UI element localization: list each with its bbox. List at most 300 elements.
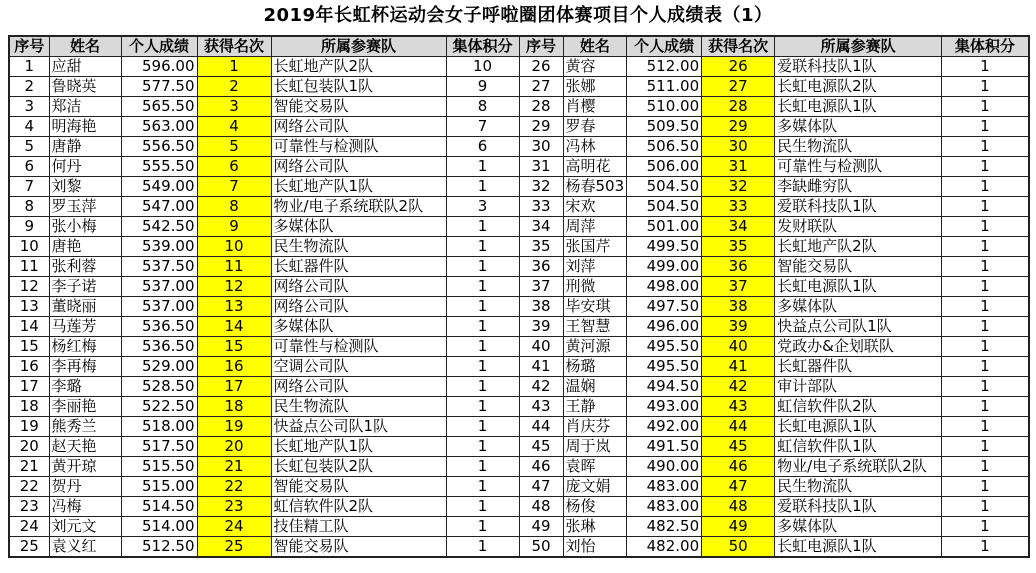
- cell-team[interactable]: 网络公司队: [271, 117, 446, 137]
- cell-rank[interactable]: 10: [197, 237, 271, 257]
- cell-score[interactable]: 539.00: [121, 237, 197, 257]
- cell-rank[interactable]: 45: [702, 437, 775, 457]
- cell-team[interactable]: 民生物流队: [271, 237, 446, 257]
- cell-no[interactable]: 14: [9, 317, 49, 337]
- cell-team[interactable]: 长虹电源队1队: [775, 97, 942, 117]
- cell-name[interactable]: 明海艳: [49, 117, 121, 137]
- cell-no[interactable]: 33: [519, 197, 563, 217]
- cell-team[interactable]: 虹信软件队1队: [775, 437, 942, 457]
- cell-score[interactable]: 497.50: [627, 297, 702, 317]
- cell-points[interactable]: 1: [942, 257, 1029, 277]
- cell-rank[interactable]: 12: [197, 277, 271, 297]
- cell-points[interactable]: 1: [942, 97, 1029, 117]
- cell-score[interactable]: 491.50: [627, 437, 702, 457]
- cell-score[interactable]: 563.00: [121, 117, 197, 137]
- cell-points[interactable]: 1: [446, 157, 519, 177]
- cell-name[interactable]: 黄开琼: [49, 457, 121, 477]
- cell-score[interactable]: 529.00: [121, 357, 197, 377]
- cell-rank[interactable]: 25: [197, 537, 271, 558]
- cell-name[interactable]: 肖庆芬: [563, 417, 627, 437]
- cell-no[interactable]: 6: [9, 157, 49, 177]
- cell-name[interactable]: 周萍: [563, 217, 627, 237]
- cell-points[interactable]: 1: [446, 457, 519, 477]
- cell-team[interactable]: 长虹电源队1队: [775, 277, 942, 297]
- cell-rank[interactable]: 22: [197, 477, 271, 497]
- cell-no[interactable]: 17: [9, 377, 49, 397]
- cell-score[interactable]: 542.50: [121, 217, 197, 237]
- cell-name[interactable]: 黄河源: [563, 337, 627, 357]
- cell-rank[interactable]: 11: [197, 257, 271, 277]
- cell-team[interactable]: 李缺雌穷队: [775, 177, 942, 197]
- cell-no[interactable]: 37: [519, 277, 563, 297]
- cell-name[interactable]: 刘怡: [563, 537, 627, 558]
- cell-team[interactable]: 可靠性与检测队: [271, 137, 446, 157]
- cell-name[interactable]: 冯林: [563, 137, 627, 157]
- cell-name[interactable]: 鲁晓英: [49, 77, 121, 97]
- cell-rank[interactable]: 23: [197, 497, 271, 517]
- cell-rank[interactable]: 39: [702, 317, 775, 337]
- cell-points[interactable]: 3: [446, 197, 519, 217]
- cell-no[interactable]: 9: [9, 217, 49, 237]
- cell-name[interactable]: 杨俊: [563, 497, 627, 517]
- cell-no[interactable]: 31: [519, 157, 563, 177]
- cell-rank[interactable]: 46: [702, 457, 775, 477]
- cell-score[interactable]: 501.00: [627, 217, 702, 237]
- cell-points[interactable]: 1: [446, 497, 519, 517]
- cell-team[interactable]: 发财联队: [775, 217, 942, 237]
- cell-points[interactable]: 1: [942, 357, 1029, 377]
- cell-score[interactable]: 556.50: [121, 137, 197, 157]
- cell-points[interactable]: 1: [942, 337, 1029, 357]
- cell-score[interactable]: 493.00: [627, 397, 702, 417]
- cell-team[interactable]: 快益点公司队1队: [775, 317, 942, 337]
- cell-no[interactable]: 12: [9, 277, 49, 297]
- cell-no[interactable]: 25: [9, 537, 49, 558]
- cell-rank[interactable]: 38: [702, 297, 775, 317]
- cell-no[interactable]: 4: [9, 117, 49, 137]
- cell-team[interactable]: 民生物流队: [775, 477, 942, 497]
- cell-points[interactable]: 1: [446, 277, 519, 297]
- cell-team[interactable]: 长虹电源队1队: [775, 537, 942, 558]
- cell-no[interactable]: 35: [519, 237, 563, 257]
- cell-name[interactable]: 宋欢: [563, 197, 627, 217]
- cell-no[interactable]: 46: [519, 457, 563, 477]
- cell-team[interactable]: 空调公司队: [271, 357, 446, 377]
- cell-rank[interactable]: 30: [702, 137, 775, 157]
- cell-points[interactable]: 1: [942, 157, 1029, 177]
- cell-points[interactable]: 1: [446, 477, 519, 497]
- cell-score[interactable]: 515.00: [121, 477, 197, 497]
- cell-score[interactable]: 490.00: [627, 457, 702, 477]
- cell-no[interactable]: 28: [519, 97, 563, 117]
- cell-no[interactable]: 47: [519, 477, 563, 497]
- cell-no[interactable]: 5: [9, 137, 49, 157]
- cell-points[interactable]: 1: [942, 297, 1029, 317]
- cell-team[interactable]: 长虹地产队1队: [271, 437, 446, 457]
- cell-points[interactable]: 1: [942, 457, 1029, 477]
- cell-points[interactable]: 1: [942, 77, 1029, 97]
- cell-points[interactable]: 1: [446, 417, 519, 437]
- cell-score[interactable]: 577.50: [121, 77, 197, 97]
- cell-score[interactable]: 499.50: [627, 237, 702, 257]
- cell-score[interactable]: 483.00: [627, 477, 702, 497]
- cell-no[interactable]: 10: [9, 237, 49, 257]
- cell-score[interactable]: 528.50: [121, 377, 197, 397]
- cell-no[interactable]: 38: [519, 297, 563, 317]
- cell-rank[interactable]: 40: [702, 337, 775, 357]
- cell-score[interactable]: 504.50: [627, 197, 702, 217]
- cell-no[interactable]: 50: [519, 537, 563, 558]
- cell-score[interactable]: 494.50: [627, 377, 702, 397]
- cell-team[interactable]: 智能交易队: [271, 97, 446, 117]
- cell-score[interactable]: 512.50: [121, 537, 197, 558]
- cell-score[interactable]: 537.00: [121, 297, 197, 317]
- cell-points[interactable]: 1: [446, 397, 519, 417]
- cell-name[interactable]: 周于岚: [563, 437, 627, 457]
- cell-points[interactable]: 1: [942, 517, 1029, 537]
- cell-no[interactable]: 45: [519, 437, 563, 457]
- cell-points[interactable]: 1: [446, 517, 519, 537]
- cell-rank[interactable]: 50: [702, 537, 775, 558]
- cell-score[interactable]: 596.00: [121, 57, 197, 77]
- cell-score[interactable]: 506.50: [627, 137, 702, 157]
- cell-points[interactable]: 1: [942, 317, 1029, 337]
- cell-team[interactable]: 多媒体队: [271, 317, 446, 337]
- cell-rank[interactable]: 15: [197, 337, 271, 357]
- cell-name[interactable]: 王静: [563, 397, 627, 417]
- cell-score[interactable]: 522.50: [121, 397, 197, 417]
- cell-no[interactable]: 49: [519, 517, 563, 537]
- cell-name[interactable]: 杨璐: [563, 357, 627, 377]
- cell-rank[interactable]: 47: [702, 477, 775, 497]
- cell-team[interactable]: 长虹地产队2队: [271, 57, 446, 77]
- cell-team[interactable]: 长虹包装队1队: [271, 77, 446, 97]
- cell-points[interactable]: 1: [446, 237, 519, 257]
- cell-rank[interactable]: 28: [702, 97, 775, 117]
- cell-name[interactable]: 应甜: [49, 57, 121, 77]
- cell-team[interactable]: 长虹地产队2队: [775, 237, 942, 257]
- cell-points[interactable]: 10: [446, 57, 519, 77]
- cell-team[interactable]: 长虹电源队2队: [775, 77, 942, 97]
- cell-name[interactable]: 毕安琪: [563, 297, 627, 317]
- cell-points[interactable]: 1: [446, 217, 519, 237]
- cell-rank[interactable]: 27: [702, 77, 775, 97]
- cell-team[interactable]: 民生物流队: [775, 137, 942, 157]
- cell-name[interactable]: 郑洁: [49, 97, 121, 117]
- cell-no[interactable]: 34: [519, 217, 563, 237]
- cell-name[interactable]: 高明花: [563, 157, 627, 177]
- cell-name[interactable]: 冯梅: [49, 497, 121, 517]
- cell-score[interactable]: 549.00: [121, 177, 197, 197]
- cell-rank[interactable]: 17: [197, 377, 271, 397]
- cell-rank[interactable]: 4: [197, 117, 271, 137]
- cell-score[interactable]: 518.00: [121, 417, 197, 437]
- cell-score[interactable]: 482.50: [627, 517, 702, 537]
- cell-team[interactable]: 网络公司队: [271, 377, 446, 397]
- cell-no[interactable]: 11: [9, 257, 49, 277]
- cell-score[interactable]: 555.50: [121, 157, 197, 177]
- cell-no[interactable]: 32: [519, 177, 563, 197]
- cell-rank[interactable]: 33: [702, 197, 775, 217]
- cell-team[interactable]: 智能交易队: [775, 257, 942, 277]
- cell-name[interactable]: 袁义红: [49, 537, 121, 558]
- cell-rank[interactable]: 8: [197, 197, 271, 217]
- cell-team[interactable]: 爱联科技队1队: [775, 57, 942, 77]
- cell-team[interactable]: 多媒体队: [271, 217, 446, 237]
- cell-no[interactable]: 21: [9, 457, 49, 477]
- cell-no[interactable]: 8: [9, 197, 49, 217]
- cell-name[interactable]: 张利蓉: [49, 257, 121, 277]
- cell-name[interactable]: 张琳: [563, 517, 627, 537]
- cell-name[interactable]: 张小梅: [49, 217, 121, 237]
- cell-points[interactable]: 1: [942, 217, 1029, 237]
- cell-team[interactable]: 多媒体队: [775, 117, 942, 137]
- cell-score[interactable]: 517.50: [121, 437, 197, 457]
- cell-name[interactable]: 罗春: [563, 117, 627, 137]
- cell-score[interactable]: 511.00: [627, 77, 702, 97]
- cell-points[interactable]: 1: [446, 537, 519, 558]
- cell-name[interactable]: 庞文娟: [563, 477, 627, 497]
- cell-no[interactable]: 39: [519, 317, 563, 337]
- cell-name[interactable]: 袁晖: [563, 457, 627, 477]
- cell-no[interactable]: 26: [519, 57, 563, 77]
- cell-score[interactable]: 537.50: [121, 257, 197, 277]
- cell-name[interactable]: 刘元文: [49, 517, 121, 537]
- cell-rank[interactable]: 44: [702, 417, 775, 437]
- cell-score[interactable]: 482.00: [627, 537, 702, 558]
- cell-team[interactable]: 网络公司队: [271, 157, 446, 177]
- cell-no[interactable]: 19: [9, 417, 49, 437]
- cell-no[interactable]: 3: [9, 97, 49, 117]
- cell-rank[interactable]: 37: [702, 277, 775, 297]
- cell-no[interactable]: 30: [519, 137, 563, 157]
- cell-points[interactable]: 6: [446, 137, 519, 157]
- cell-points[interactable]: 1: [942, 57, 1029, 77]
- cell-team[interactable]: 智能交易队: [271, 477, 446, 497]
- cell-rank[interactable]: 3: [197, 97, 271, 117]
- cell-team[interactable]: 虹信软件队2队: [775, 397, 942, 417]
- cell-rank[interactable]: 31: [702, 157, 775, 177]
- cell-name[interactable]: 何丹: [49, 157, 121, 177]
- cell-points[interactable]: 1: [446, 377, 519, 397]
- cell-no[interactable]: 16: [9, 357, 49, 377]
- cell-points[interactable]: 1: [446, 337, 519, 357]
- cell-team[interactable]: 审计部队: [775, 377, 942, 397]
- cell-name[interactable]: 黄容: [563, 57, 627, 77]
- cell-score[interactable]: 510.00: [627, 97, 702, 117]
- cell-points[interactable]: 1: [446, 437, 519, 457]
- cell-rank[interactable]: 9: [197, 217, 271, 237]
- cell-team[interactable]: 长虹器件队: [775, 357, 942, 377]
- cell-name[interactable]: 刘黎: [49, 177, 121, 197]
- cell-rank[interactable]: 2: [197, 77, 271, 97]
- cell-points[interactable]: 1: [446, 297, 519, 317]
- cell-score[interactable]: 496.00: [627, 317, 702, 337]
- cell-team[interactable]: 物业/电子系统联队2队: [775, 457, 942, 477]
- cell-team[interactable]: 民生物流队: [271, 397, 446, 417]
- cell-score[interactable]: 514.50: [121, 497, 197, 517]
- cell-no[interactable]: 27: [519, 77, 563, 97]
- cell-score[interactable]: 515.50: [121, 457, 197, 477]
- cell-rank[interactable]: 24: [197, 517, 271, 537]
- cell-no[interactable]: 18: [9, 397, 49, 417]
- cell-points[interactable]: 1: [446, 357, 519, 377]
- cell-no[interactable]: 40: [519, 337, 563, 357]
- cell-name[interactable]: 张国芹: [563, 237, 627, 257]
- cell-score[interactable]: 536.50: [121, 317, 197, 337]
- cell-team[interactable]: 网络公司队: [271, 277, 446, 297]
- cell-name[interactable]: 杨春503: [563, 177, 627, 197]
- cell-no[interactable]: 36: [519, 257, 563, 277]
- cell-team[interactable]: 爱联科技队1队: [775, 497, 942, 517]
- cell-score[interactable]: 499.00: [627, 257, 702, 277]
- cell-score[interactable]: 495.50: [627, 337, 702, 357]
- cell-name[interactable]: 温娴: [563, 377, 627, 397]
- cell-name[interactable]: 罗玉萍: [49, 197, 121, 217]
- cell-points[interactable]: 1: [942, 177, 1029, 197]
- cell-points[interactable]: 1: [942, 237, 1029, 257]
- cell-points[interactable]: 1: [446, 257, 519, 277]
- cell-no[interactable]: 7: [9, 177, 49, 197]
- cell-rank[interactable]: 36: [702, 257, 775, 277]
- cell-name[interactable]: 赵天艳: [49, 437, 121, 457]
- cell-name[interactable]: 李再梅: [49, 357, 121, 377]
- cell-no[interactable]: 43: [519, 397, 563, 417]
- cell-score[interactable]: 536.50: [121, 337, 197, 357]
- cell-team[interactable]: 可靠性与检测队: [271, 337, 446, 357]
- cell-score[interactable]: 565.50: [121, 97, 197, 117]
- cell-score[interactable]: 504.50: [627, 177, 702, 197]
- cell-score[interactable]: 547.00: [121, 197, 197, 217]
- cell-team[interactable]: 长虹地产队1队: [271, 177, 446, 197]
- cell-rank[interactable]: 14: [197, 317, 271, 337]
- cell-team[interactable]: 党政办&企划联队: [775, 337, 942, 357]
- cell-points[interactable]: 1: [942, 197, 1029, 217]
- cell-name[interactable]: 杨红梅: [49, 337, 121, 357]
- cell-rank[interactable]: 20: [197, 437, 271, 457]
- cell-no[interactable]: 41: [519, 357, 563, 377]
- cell-rank[interactable]: 7: [197, 177, 271, 197]
- cell-name[interactable]: 刑微: [563, 277, 627, 297]
- cell-rank[interactable]: 42: [702, 377, 775, 397]
- cell-rank[interactable]: 35: [702, 237, 775, 257]
- cell-no[interactable]: 2: [9, 77, 49, 97]
- cell-rank[interactable]: 21: [197, 457, 271, 477]
- cell-name[interactable]: 肖樱: [563, 97, 627, 117]
- cell-name[interactable]: 李子诺: [49, 277, 121, 297]
- cell-name[interactable]: 贺丹: [49, 477, 121, 497]
- cell-team[interactable]: 技佳精工队: [271, 517, 446, 537]
- cell-score[interactable]: 495.50: [627, 357, 702, 377]
- cell-team[interactable]: 虹信软件队2队: [271, 497, 446, 517]
- cell-name[interactable]: 马莲芳: [49, 317, 121, 337]
- cell-rank[interactable]: 41: [702, 357, 775, 377]
- cell-score[interactable]: 483.00: [627, 497, 702, 517]
- cell-name[interactable]: 张娜: [563, 77, 627, 97]
- cell-name[interactable]: 刘萍: [563, 257, 627, 277]
- cell-rank[interactable]: 32: [702, 177, 775, 197]
- cell-no[interactable]: 15: [9, 337, 49, 357]
- cell-team[interactable]: 可靠性与检测队: [775, 157, 942, 177]
- cell-points[interactable]: 1: [942, 417, 1029, 437]
- cell-points[interactable]: 1: [942, 437, 1029, 457]
- cell-points[interactable]: 1: [446, 317, 519, 337]
- cell-score[interactable]: 509.50: [627, 117, 702, 137]
- cell-rank[interactable]: 18: [197, 397, 271, 417]
- cell-team[interactable]: 长虹包装队2队: [271, 457, 446, 477]
- cell-points[interactable]: 1: [446, 177, 519, 197]
- cell-name[interactable]: 董晓丽: [49, 297, 121, 317]
- cell-team[interactable]: 长虹器件队: [271, 257, 446, 277]
- cell-rank[interactable]: 1: [197, 57, 271, 77]
- cell-rank[interactable]: 29: [702, 117, 775, 137]
- cell-points[interactable]: 1: [942, 497, 1029, 517]
- cell-points[interactable]: 1: [942, 377, 1029, 397]
- cell-points[interactable]: 9: [446, 77, 519, 97]
- cell-points[interactable]: 1: [942, 137, 1029, 157]
- cell-no[interactable]: 42: [519, 377, 563, 397]
- cell-rank[interactable]: 13: [197, 297, 271, 317]
- cell-no[interactable]: 20: [9, 437, 49, 457]
- cell-points[interactable]: 1: [942, 277, 1029, 297]
- cell-rank[interactable]: 19: [197, 417, 271, 437]
- cell-no[interactable]: 29: [519, 117, 563, 137]
- cell-rank[interactable]: 6: [197, 157, 271, 177]
- cell-team[interactable]: 长虹电源队1队: [775, 417, 942, 437]
- cell-rank[interactable]: 5: [197, 137, 271, 157]
- cell-no[interactable]: 13: [9, 297, 49, 317]
- cell-rank[interactable]: 49: [702, 517, 775, 537]
- cell-no[interactable]: 44: [519, 417, 563, 437]
- cell-name[interactable]: 李丽艳: [49, 397, 121, 417]
- cell-no[interactable]: 48: [519, 497, 563, 517]
- cell-no[interactable]: 23: [9, 497, 49, 517]
- cell-no[interactable]: 24: [9, 517, 49, 537]
- cell-rank[interactable]: 16: [197, 357, 271, 377]
- cell-name[interactable]: 王智慧: [563, 317, 627, 337]
- cell-rank[interactable]: 34: [702, 217, 775, 237]
- cell-rank[interactable]: 43: [702, 397, 775, 417]
- cell-points[interactable]: 8: [446, 97, 519, 117]
- cell-name[interactable]: 熊秀兰: [49, 417, 121, 437]
- cell-team[interactable]: 多媒体队: [775, 297, 942, 317]
- cell-team[interactable]: 快益点公司队1队: [271, 417, 446, 437]
- cell-team[interactable]: 爱联科技队1队: [775, 197, 942, 217]
- cell-score[interactable]: 492.00: [627, 417, 702, 437]
- cell-team[interactable]: 网络公司队: [271, 297, 446, 317]
- cell-score[interactable]: 514.00: [121, 517, 197, 537]
- cell-score[interactable]: 512.00: [627, 57, 702, 77]
- cell-score[interactable]: 537.00: [121, 277, 197, 297]
- cell-team[interactable]: 多媒体队: [775, 517, 942, 537]
- cell-score[interactable]: 506.00: [627, 157, 702, 177]
- cell-score[interactable]: 498.00: [627, 277, 702, 297]
- cell-team[interactable]: 物业/电子系统联队2队: [271, 197, 446, 217]
- cell-rank[interactable]: 26: [702, 57, 775, 77]
- cell-team[interactable]: 智能交易队: [271, 537, 446, 558]
- cell-rank[interactable]: 48: [702, 497, 775, 517]
- cell-points[interactable]: 1: [942, 477, 1029, 497]
- cell-points[interactable]: 1: [942, 117, 1029, 137]
- cell-points[interactable]: 1: [942, 537, 1029, 558]
- cell-name[interactable]: 李璐: [49, 377, 121, 397]
- cell-name[interactable]: 唐艳: [49, 237, 121, 257]
- cell-points[interactable]: 7: [446, 117, 519, 137]
- cell-name[interactable]: 唐静: [49, 137, 121, 157]
- cell-no[interactable]: 1: [9, 57, 49, 77]
- cell-points[interactable]: 1: [942, 397, 1029, 417]
- cell-no[interactable]: 22: [9, 477, 49, 497]
